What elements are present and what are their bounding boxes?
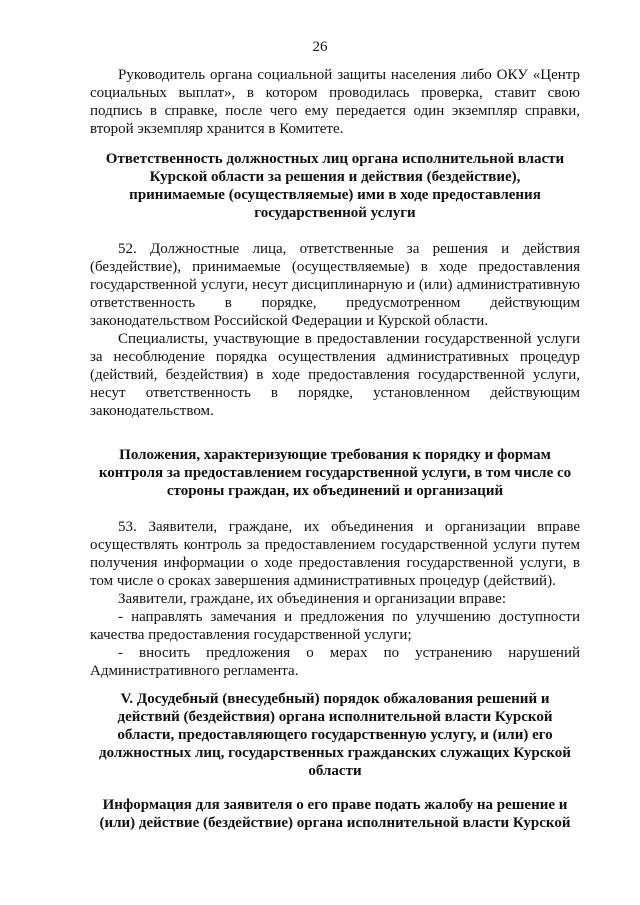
info-heading-block [92, 796, 578, 832]
page-number: 26 [312, 39, 328, 55]
paragraph-specialists: Специалисты, участвующие в предоставлении государственной услуги за несоблюдение порядка осуществления административных процедур (действий, бездействия) в ходе предоставления государственной услуги, несут ответственность в порядке, установленном действующим законодательством. [90, 331, 580, 419]
responsibility-heading-block [100, 150, 570, 222]
appeal-heading-block [92, 690, 578, 780]
paragraph-53: 53. Заявители, граждане, их объединения и организации вправе осуществлять контроль за предоставлением государственной услуги путем получения информации о ходе предоставления государственной услуги, в том числе о сроках завершения административных процедур (действий). [90, 519, 580, 589]
paragraph-52: 52. Должностные лица, ответственные за решения и действия (бездействие), принимаемые (осуществляемые) в ходе предоставления государственной услуги, несут дисциплинарную и (или) административную ответственность в порядке, предусмотренном действующим законодательством Российской Федерации и Курской области. [90, 241, 580, 329]
section-heading-info: Информация для заявителя о его праве подать жалобу на решение и (или) действие (бездействие) органа исполнительной власти Курской [99, 797, 571, 831]
section-heading-appeal: V. Досудебный (внесудебный) порядок обжалования решений и действий (бездействия) органа исполнительной власти Курской области, предоставляющего государственную услугу, и (или) его должностных лиц, государственных гражданских служащих Курской области [99, 691, 571, 779]
list-item: - направлять замечания и предложения по улучшению доступности качества предоставления государственной услуги; [90, 609, 580, 643]
control-body [90, 518, 580, 680]
paragraph-rights-intro: Заявители, граждане, их объединения и организации вправе: [118, 591, 507, 607]
responsibility-body [90, 240, 580, 420]
intro-paragraph: Руководитель органа социальной защиты населения либо ОКУ «Центр социальных выплат», в котором проводилась проверка, ставит свою подпись в справке, после чего ему передается один экземпляр справки, второй экземпляр хранится в Комитете. [90, 67, 580, 137]
control-heading-block [95, 446, 575, 500]
section-heading-responsibility: Ответственность должностных лиц органа исполнительной власти Курской области за решения и действия (бездействие), принимаемые (осуществляемые) ими в ходе предоставления государственной услуги [105, 151, 565, 221]
section-heading-control: Положения, характеризующие требования к порядку и формам контроля за предоставлением государственной услуги, в том числе со стороны граждан, их объединений и организаций [98, 447, 572, 499]
intro-block [90, 66, 580, 138]
list-item: - вносить предложения о мерах по устранению нарушений Административного регламента. [90, 645, 580, 679]
